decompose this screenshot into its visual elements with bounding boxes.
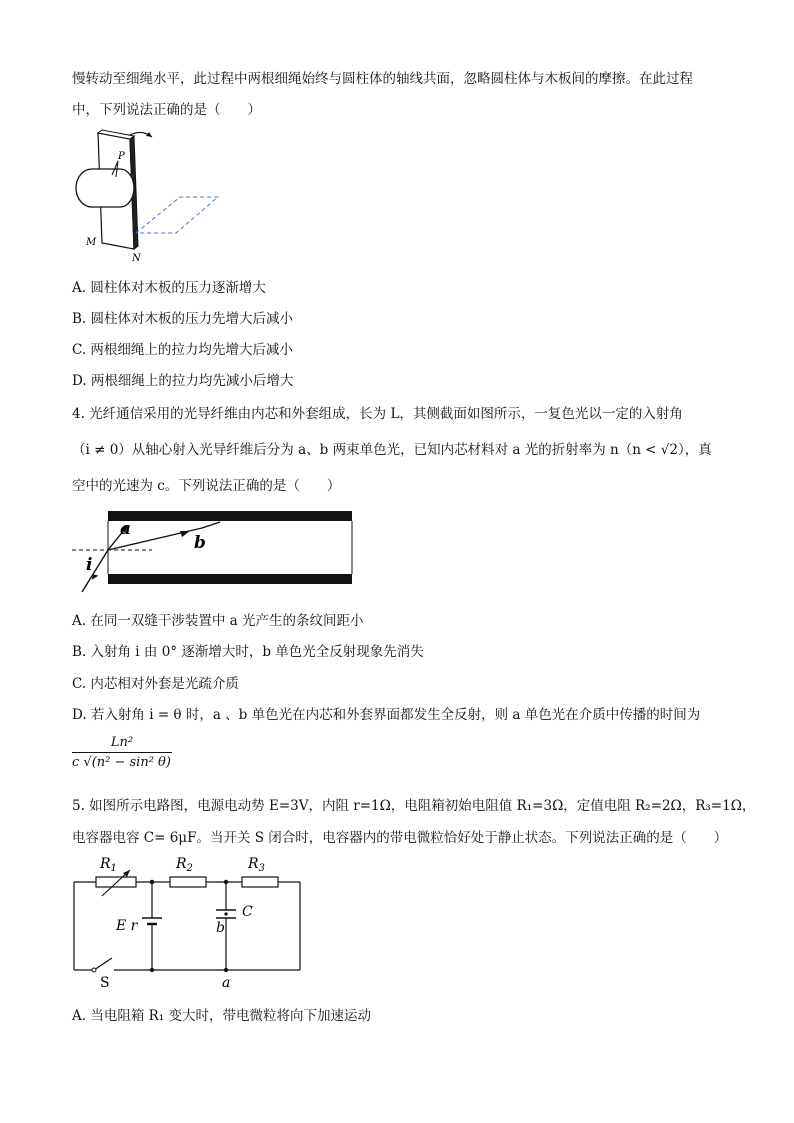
q4-option-a: A. 在同一双缝干涉装置中 a 光产生的条纹间距小 [72, 613, 364, 629]
formula-denominator: c √(n² − sin² θ) [72, 755, 171, 770]
q3-option-a: A. 圆柱体对木板的压力逐渐增大 [72, 280, 266, 296]
svg-text:R3 [247, 856, 265, 874]
q3-cylinder-board-figure [72, 125, 232, 265]
q5-label-er: E r [116, 918, 138, 934]
q5-label-b: b [216, 920, 225, 936]
q4-option-d: D. 若入射角 i = θ 时，a 、b 单色光在内芯和外套界面都发生全反射，则 a 单色光在介质中传播的时间为 [72, 707, 701, 723]
q4-text-line-1: 4. 光纤通信采用的光导纤维由内芯和外套组成，长为 L，其侧截面如图所示，一复色光以一定的入射角 [72, 406, 683, 422]
q5-label-a: a [222, 975, 231, 990]
q4-label-a: a [120, 519, 132, 539]
q5-label-r3: R [248, 856, 259, 872]
q3-option-d: D. 两根细绳上的拉力均先减小后增大 [72, 373, 294, 389]
q3-label-m: M [86, 237, 97, 248]
q5-label-s: S [100, 975, 110, 990]
q5-label-r1: R [100, 856, 111, 872]
formula-numerator: Ln² [110, 735, 134, 750]
q4-formula [72, 735, 172, 770]
q5-circuit-figure [72, 850, 312, 990]
q3-label-p: P [118, 151, 125, 162]
q3-text-line-2: 中，下列说法正确的是（ ） [72, 102, 261, 118]
q4-option-c: C. 内芯相对外套是光疏介质 [72, 676, 239, 692]
q4-optical-fiber-figure [72, 508, 357, 594]
svg-text:R2 [175, 856, 193, 874]
q4-label-i: i [86, 555, 93, 575]
q4-text-line-2: （i ≠ 0）从轴心射入光导纤维后分为 a、b 两束单色光，已知内芯材料对 a 光的折射率为 n（n < √2），真 [72, 442, 712, 458]
q5-label-r2: R [176, 856, 187, 872]
q5-label-r3-sub: 3 [258, 863, 265, 874]
q3-label-n: N [132, 253, 141, 264]
q4-option-b: B. 入射角 i 由 0° 逐渐增大时，b 单色光全反射现象先消失 [72, 644, 424, 660]
q4-text-line-3: 空中的光速为 c。下列说法正确的是（ ） [72, 478, 341, 494]
q3-option-c: C. 两根细绳上的拉力均先增大后减小 [72, 342, 293, 358]
q5-label-r2-sub: 2 [186, 863, 193, 874]
q5-label-r1-sub: 1 [110, 863, 117, 874]
formula-fraction-bar [72, 752, 172, 753]
q3-option-b: B. 圆柱体对木板的压力先增大后减小 [72, 311, 294, 327]
q3-text-line-1: 慢转动至细绳水平，此过程中两根细绳始终与圆柱体的轴线共面，忽略圆柱体与木板间的摩擦。在此过程 [72, 71, 693, 87]
q5-option-a: A. 当电阻箱 R₁ 变大时，带电微粒将向下加速运动 [72, 1008, 371, 1024]
q5-text-line-1: 5. 如图所示电路图，电源电动势 E=3V，内阻 r=1Ω，电阻箱初始电阻值 R₁=3Ω，定值电阻 R₂=2Ω，R₃=1Ω， [72, 798, 756, 814]
q5-label-c: C [242, 904, 253, 920]
q4-label-b: b [194, 533, 206, 553]
svg-text:R1 [99, 856, 117, 874]
q5-text-line-2: 电容器电容 C= 6μF。当开关 S 闭合时，电容器内的带电微粒恰好处于静止状态。下列说法正确的是（ ） [72, 830, 728, 846]
